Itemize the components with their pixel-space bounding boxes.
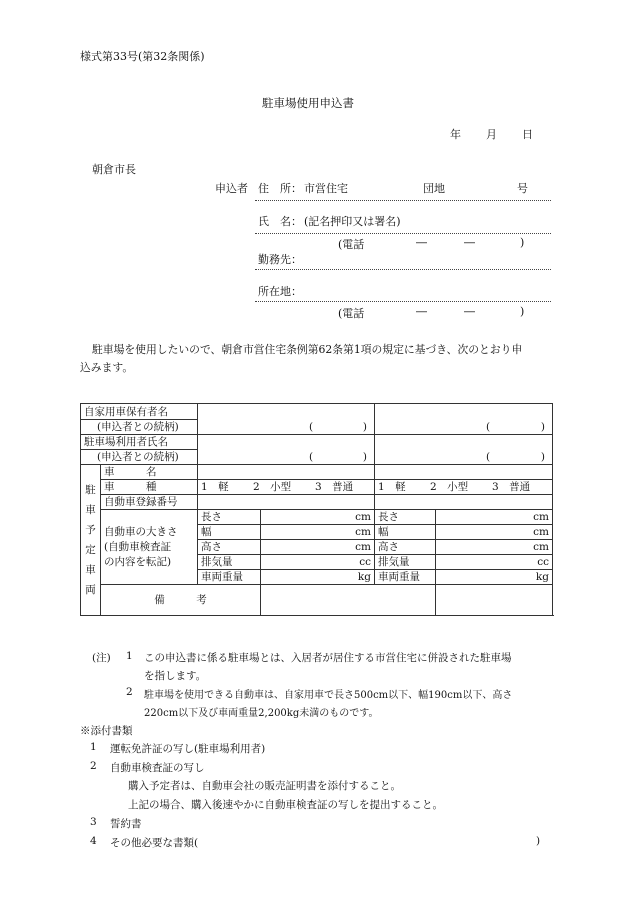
body-text-line-2: 込みます。 bbox=[80, 361, 134, 374]
name-label: 氏 名： bbox=[258, 215, 302, 228]
work-line[interactable] bbox=[255, 269, 551, 270]
length-unit-2[interactable]: cm bbox=[436, 510, 553, 525]
phone-dash-3: ― bbox=[416, 305, 427, 318]
address-value: 市営住宅 bbox=[304, 182, 348, 195]
weight-unit-2[interactable]: kg bbox=[436, 570, 553, 585]
remarks-input-1[interactable] bbox=[261, 585, 436, 616]
vehicle-vertical-label: 駐 車 予 定 車 両 bbox=[81, 465, 101, 616]
note-2-line-1: 駐車場を使用できる自動車は、自家用車で長さ500cm以下、幅190cm以下、高さ bbox=[144, 690, 513, 701]
type-option-small[interactable]: 2 小型 bbox=[430, 481, 469, 493]
document-title: 駐車場使用申込書 bbox=[262, 96, 354, 110]
attachment-2-number: 2 bbox=[90, 760, 97, 772]
remarks-label: 備 考 bbox=[101, 585, 261, 616]
displacement-label-2: 排気量 bbox=[375, 555, 436, 570]
reg-number-input-1[interactable] bbox=[198, 495, 375, 510]
phone-dash-2: ― bbox=[464, 236, 475, 249]
location-label: 所在地： bbox=[258, 285, 302, 298]
attachment-4-text: その他必要な書類( bbox=[110, 837, 199, 849]
phone-dash-4: ― bbox=[464, 305, 475, 318]
displacement-label-1: 排気量 bbox=[198, 555, 261, 570]
size-label: 自動車の大きさ (自動車検査証 の内容を転記) bbox=[101, 510, 198, 585]
displacement-unit-2[interactable]: cc bbox=[436, 555, 553, 570]
name-note: (記名押印又は署名) bbox=[304, 215, 401, 228]
length-label-2: 長さ bbox=[375, 510, 436, 525]
unit-number-label: 号 bbox=[517, 182, 528, 195]
width-label-1: 幅 bbox=[198, 525, 261, 540]
car-type-options-1[interactable] bbox=[198, 480, 375, 495]
length-label-1: 長さ bbox=[198, 510, 261, 525]
address-label: 住 所： bbox=[258, 182, 302, 195]
width-unit-2[interactable]: cm bbox=[436, 525, 553, 540]
length-unit-1[interactable]: cm bbox=[261, 510, 375, 525]
car-name-input-1[interactable] bbox=[198, 465, 375, 480]
type-option-normal[interactable]: 3 普通 bbox=[315, 481, 354, 493]
attachment-2-sub-2: 上記の場合、購入後速やかに自動車検査証の写しを提出すること。 bbox=[128, 799, 443, 811]
car-type-label: 車 種 bbox=[101, 480, 198, 495]
displacement-unit-1[interactable]: cc bbox=[261, 555, 375, 570]
user-input-1[interactable]: ( ) bbox=[198, 435, 375, 465]
note-1-line-1: この申込書に係る駐車場とは、入居者が居住する市営住宅に併設された駐車場 bbox=[144, 652, 512, 664]
notes-label: (注) bbox=[92, 652, 111, 664]
date-month-label: 月 bbox=[486, 128, 497, 141]
width-label-2: 幅 bbox=[375, 525, 436, 540]
addressee: 朝倉市長 bbox=[92, 163, 136, 176]
note-2-line-2: 220cm以下及び車両重量2,200kg未満のものです。 bbox=[144, 708, 379, 719]
type-option-kei[interactable]: 1 軽 bbox=[201, 481, 229, 493]
form-number: 様式第33号(第32条関係) bbox=[80, 50, 205, 63]
note-2-number: 2 bbox=[126, 686, 133, 698]
user-input-2[interactable]: ( ) bbox=[375, 435, 553, 465]
phone-open-2: (電話 bbox=[338, 307, 365, 320]
owner-relation-label: (申込者との続柄) bbox=[81, 420, 198, 435]
phone-close: ) bbox=[520, 236, 525, 249]
phone-open: (電話 bbox=[338, 238, 365, 251]
weight-label-1: 車両重量 bbox=[198, 570, 261, 585]
vehicle-table bbox=[80, 403, 553, 616]
body-text-line-1: 駐車場を使用したいので、朝倉市営住宅条例第62条第1項の規定に基づき、次のとおり申 bbox=[92, 343, 523, 356]
car-name-label: 車 名 bbox=[101, 465, 198, 480]
phone-dash-1: ― bbox=[416, 236, 427, 249]
attachments-heading: ※添付書類 bbox=[80, 725, 133, 737]
weight-unit-1[interactable]: kg bbox=[261, 570, 375, 585]
attachment-2-sub-1: 購入予定者は、自動車会社の販売証明書を添付すること。 bbox=[128, 780, 401, 792]
user-label: 駐車場利用者氏名 bbox=[81, 435, 198, 450]
type-option-kei[interactable]: 1 軽 bbox=[378, 481, 406, 493]
location-line[interactable] bbox=[255, 301, 551, 302]
reg-number-label: 自動車登録番号 bbox=[101, 495, 198, 510]
height-label-1: 高さ bbox=[198, 540, 261, 555]
date-year-label: 年 bbox=[450, 128, 461, 141]
car-name-input-2[interactable] bbox=[375, 465, 553, 480]
work-label: 勤務先： bbox=[258, 253, 302, 266]
applicant-label: 申込者 bbox=[215, 182, 248, 195]
user-relation-label: (申込者との続柄) bbox=[81, 450, 198, 465]
phone-close-2: ) bbox=[520, 305, 525, 318]
remarks-input-2[interactable] bbox=[436, 585, 553, 616]
complex-label: 団地 bbox=[423, 182, 445, 195]
attachment-1-text: 運転免許証の写し(駐車場利用者) bbox=[110, 743, 266, 755]
height-unit-2[interactable]: cm bbox=[436, 540, 553, 555]
type-option-normal[interactable]: 3 普通 bbox=[492, 481, 531, 493]
owner-input-2[interactable]: ( ) bbox=[375, 404, 553, 435]
height-unit-1[interactable]: cm bbox=[261, 540, 375, 555]
name-line[interactable] bbox=[255, 233, 551, 234]
type-option-small[interactable]: 2 小型 bbox=[253, 481, 292, 493]
height-label-2: 高さ bbox=[375, 540, 436, 555]
car-type-options-2[interactable] bbox=[375, 480, 553, 495]
owner-input-1[interactable]: ( ) bbox=[198, 404, 375, 435]
address-line[interactable] bbox=[255, 200, 551, 201]
note-1-line-2: を指します。 bbox=[144, 670, 207, 682]
date-day-label: 日 bbox=[522, 128, 533, 141]
width-unit-1[interactable]: cm bbox=[261, 525, 375, 540]
note-1-number: 1 bbox=[126, 650, 133, 662]
attachment-4-close: ) bbox=[536, 835, 541, 847]
attachment-3-number: 3 bbox=[90, 816, 97, 828]
weight-label-2: 車両重量 bbox=[375, 570, 436, 585]
attachment-2-text: 自動車検査証の写し bbox=[110, 762, 205, 774]
attachment-3-text: 誓約書 bbox=[110, 818, 142, 830]
attachment-1-number: 1 bbox=[90, 741, 97, 753]
attachment-4-number: 4 bbox=[90, 835, 97, 847]
owner-label: 自家用車保有者名 bbox=[81, 404, 198, 420]
reg-number-input-2[interactable] bbox=[375, 495, 553, 510]
